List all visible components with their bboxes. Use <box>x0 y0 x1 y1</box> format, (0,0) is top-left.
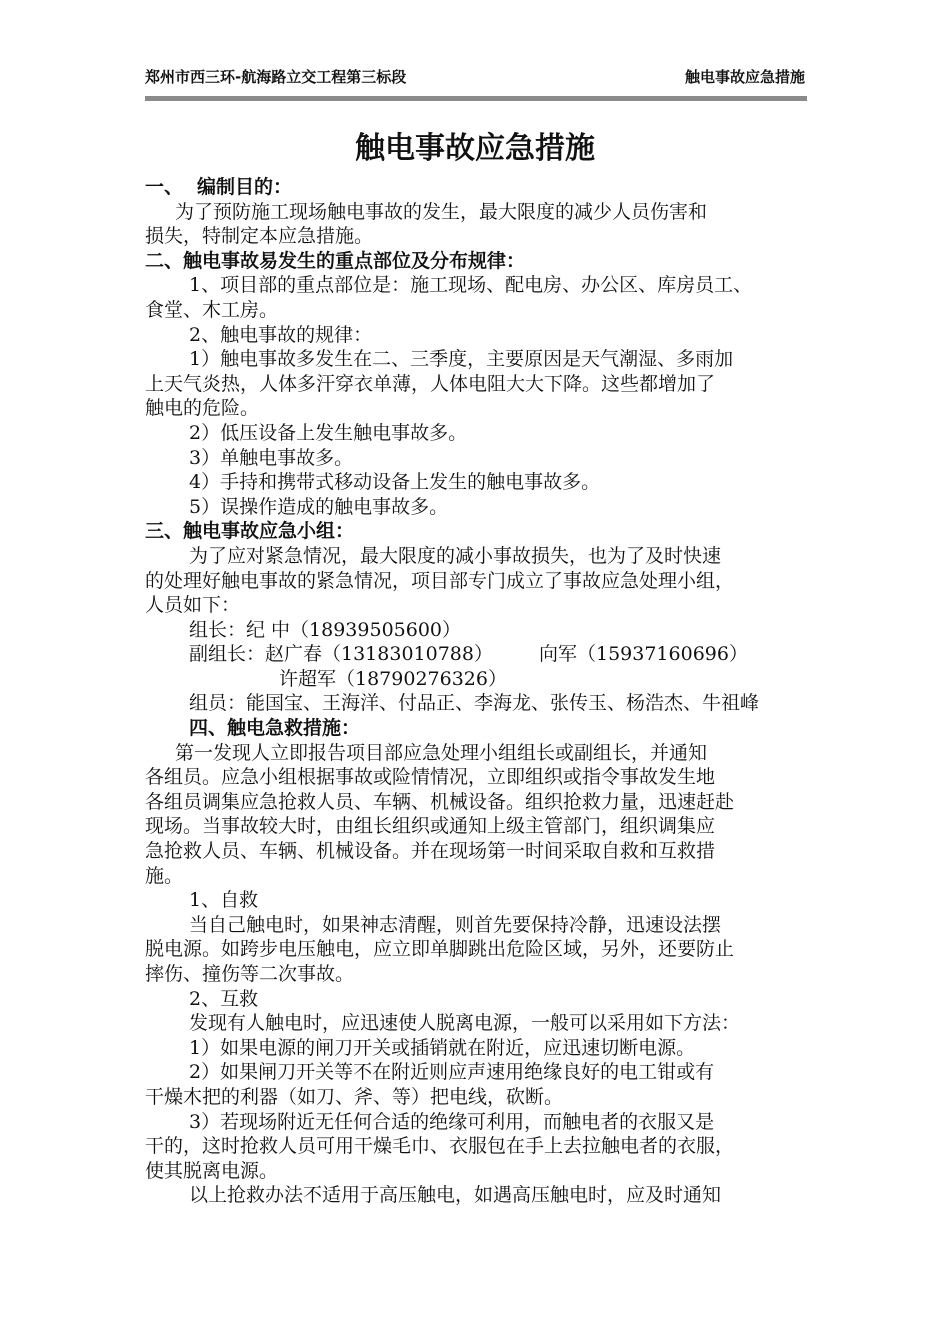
page-header <box>145 66 805 88</box>
paragraph-line: 人员如下： <box>145 594 241 617</box>
document-body <box>145 175 810 1208</box>
paragraph-line: 使其脱离电源。 <box>145 1159 279 1182</box>
paragraph-line: 为了预防施工现场触电事故的发生，最大限度的减少人员伤害和 <box>175 200 708 223</box>
header-project-name: 郑州市西三环-航海路立交工程第三标段 <box>145 68 407 86</box>
section-3-heading: 三、触电事故应急小组： <box>145 520 355 543</box>
paragraph-line: 3）单触电事故多。 <box>189 446 354 469</box>
paragraph-line: 当自己触电时，如果神志清醒，则首先要保持冷静，迅速设法摆 <box>189 913 722 936</box>
paragraph-line: 损失，特制定本应急措施。 <box>145 225 374 248</box>
group-leader: 组长：纪 中（18939505600） <box>189 618 462 641</box>
paragraph-line: 脱电源。如跨步电压触电，应立即单脚跳出危险区域，另外，还要防止 <box>145 938 735 961</box>
paragraph-line: 食堂、木工房。 <box>145 298 279 321</box>
subsection-mutual-rescue: 2、互救 <box>189 987 259 1010</box>
group-members: 组员：能国宝、王海洋、付品正、李海龙、张传玉、杨浩杰、牛祖峰 <box>189 692 760 715</box>
header-divider <box>145 96 807 101</box>
header-document-name: 触电事故应急措施 <box>684 68 805 86</box>
paragraph-line: 现场。当事故较大时，由组长组织或通知上级主管部门，组织调集应 <box>145 815 716 838</box>
paragraph-line: 2）低压设备上发生触电事故多。 <box>189 421 468 444</box>
paragraph-line: 4）手持和携带式移动设备上发生的触电事故多。 <box>189 471 601 494</box>
paragraph-line: 上天气炎热，人体多汗穿衣单薄，人体电阻大大下降。这些都增加了 <box>145 372 716 395</box>
paragraph-line: 各组员调集应急抢救人员、车辆、机械设备。组织抢救力量，迅速赶赴 <box>145 790 735 813</box>
paragraph-line: 第一发现人立即报告项目部应急处理小组组长或副组长，并通知 <box>175 741 708 764</box>
section-1-title: 编制目的： <box>197 176 293 198</box>
section-4-heading: 四、触电急救措施： <box>189 717 361 740</box>
paragraph-line: 干的，这时抢救人员可用干燥毛巾、衣服包在手上去拉触电者的衣服， <box>145 1135 735 1158</box>
subsection-self-rescue: 1、自救 <box>189 889 259 912</box>
section-2-heading: 二、触电事故易发生的重点部位及分布规律： <box>145 249 526 272</box>
paragraph-line: 为了应对紧急情况，最大限度的减小事故损失，也为了及时快速 <box>189 544 722 567</box>
paragraph-line: 5）误操作造成的触电事故多。 <box>189 495 449 518</box>
paragraph-line: 摔伤、撞伤等二次事故。 <box>145 963 355 985</box>
section-1-heading <box>145 175 810 200</box>
paragraph-line: 急抢救人员、车辆、机械设备。并在现场第一时间采取自救和互救措 <box>145 840 716 863</box>
paragraph-line: 1）触电事故多发生在二、三季度，主要原因是天气潮湿、多雨加 <box>189 348 734 371</box>
paragraph-line: 发现有人触电时，应迅速使人脱离电源，一般可以采用如下方法： <box>189 1012 741 1035</box>
paragraph-line: 2、触电事故的规律： <box>189 323 373 346</box>
paragraph-line: 干燥木把的利器（如刀、斧、等）把电线，砍断。 <box>145 1085 564 1108</box>
document-title: 触电事故应急措施 <box>355 131 595 166</box>
deputy-leader-3: 许超军（18790276326） <box>279 667 507 690</box>
paragraph-line: 以上抢救办法不适用于高压触电，如遇高压触电时，应及时通知 <box>189 1184 722 1207</box>
paragraph-line: 施。 <box>145 864 184 887</box>
paragraph-line: 的处理好触电事故的紧急情况，项目部专门成立了事故应急处理小组， <box>145 569 735 592</box>
paragraph-line: 各组员。应急小组根据事故或险情情况，立即组织或指令事故发生地 <box>145 766 716 789</box>
paragraph-line: 触电的危险。 <box>145 397 260 420</box>
deputy-leaders <box>145 642 810 667</box>
paragraph-line: 3）若现场附近无任何合适的绝缘可利用，而触电者的衣服又是 <box>189 1110 715 1133</box>
paragraph-line: 2）如果闸刀开关等不在附近则应声速用绝缘良好的电工钳或有 <box>189 1061 715 1084</box>
paragraph-line: 1）如果电源的闸刀开关或插销就在附近，应迅速切断电源。 <box>189 1036 696 1059</box>
deputy-leader-2: 向军（15937160696） <box>538 643 748 666</box>
section-1-number: 一、 <box>145 176 184 198</box>
deputy-leader-1: 副组长：赵广春（13183010788） <box>189 643 493 666</box>
paragraph-line: 1、项目部的重点部位是：施工现场、配电房、办公区、库房员工、 <box>189 274 753 297</box>
